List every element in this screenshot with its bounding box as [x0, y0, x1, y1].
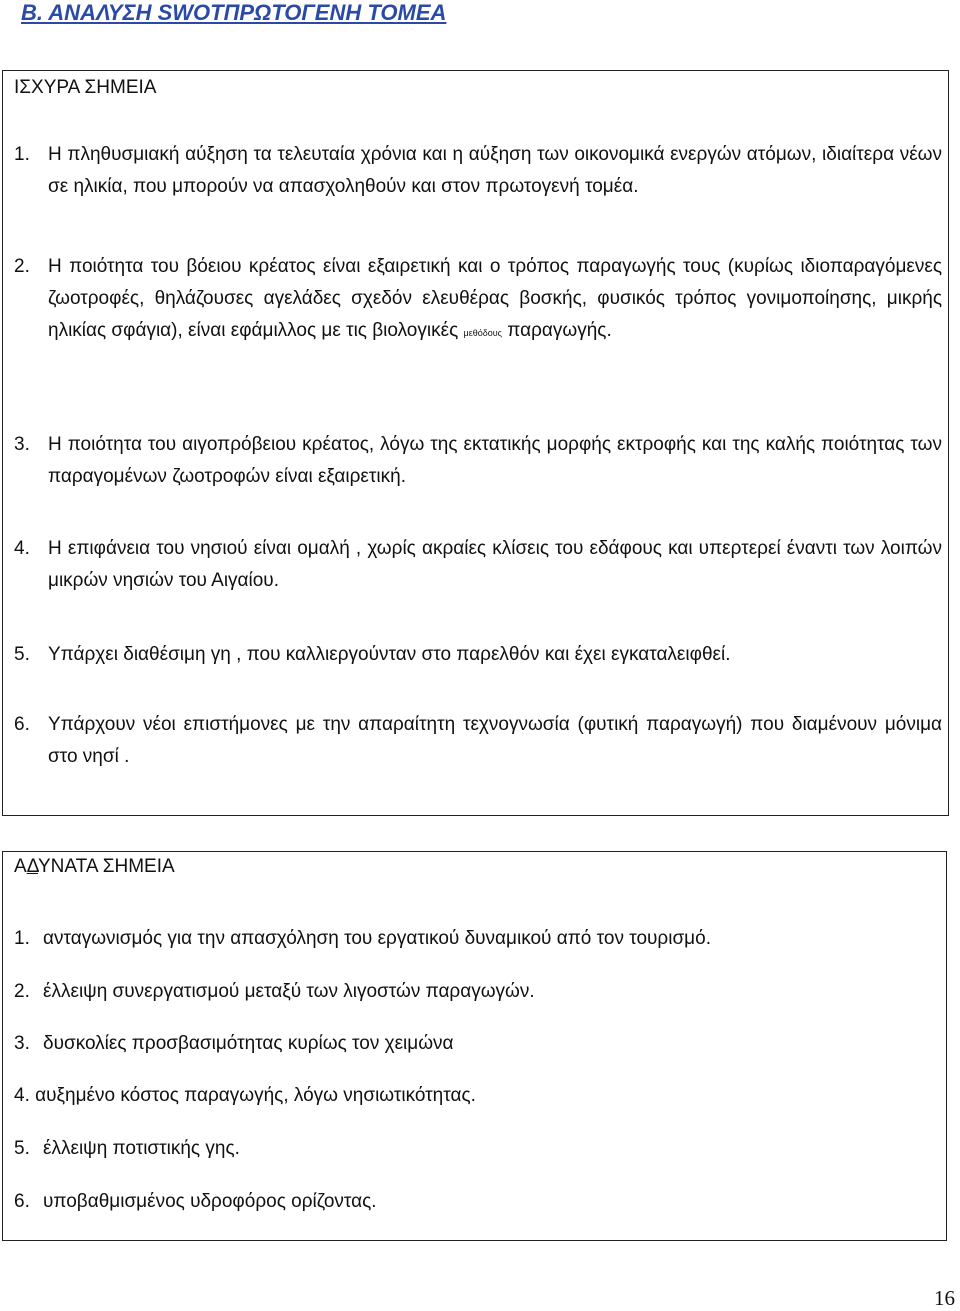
weakness-item-3: [14, 1031, 454, 1057]
strength-item-1: [14, 139, 942, 203]
item-text: Η ποιότητα του βόειου κρέατος είναι εξαιρετική και ο τρόπος παραγωγής τους (κυρίως ιδιοπαραγόμενες ζωοτροφές, θηλάζουσες αγελάδες σχεδόν ελευθέρας βοσκής, φυσικός τρόπος γονιμοποίησης, μικρής ηλικίας σφάγια), είναι εφάμιλλος με τις βιολογικές: [48, 256, 942, 341]
page-number: 16: [934, 1286, 955, 1310]
item-number: 1.: [14, 928, 30, 949]
item-text-end: παραγωγής.: [507, 320, 612, 341]
strength-item-3: [14, 429, 942, 493]
heading-part: ΥΝΑΤΑ ΣΗΜΕΙΑ: [37, 856, 175, 877]
item-text: έλλειψη συνεργατισμού μεταξύ των λιγοστών παραγωγών.: [43, 981, 535, 1002]
strengths-heading: ΙΣΧΥΡΑ ΣΗΜΕΙΑ: [14, 77, 157, 98]
item-text: Η επιφάνεια του νησιού είναι ομαλή , χωρίς ακραίες κλίσεις του εδάφους και υπερτερεί έναντι των λοιπών μικρών νησιών του Αιγαίου.: [48, 538, 942, 591]
heading-part: Α: [14, 856, 27, 877]
weakness-item-2: [14, 979, 535, 1005]
weakness-item-6: [14, 1189, 377, 1215]
weakness-item-4: [14, 1083, 476, 1109]
weaknesses-heading: [14, 854, 175, 880]
item-number: 4.: [14, 538, 30, 559]
item-number: 5.: [14, 1138, 30, 1159]
page-title: Β. ΑΝΑΛΥΣΗ SWOTΠΡΩΤΟΓΕΝΗ ΤΟΜΕΑ: [21, 0, 447, 25]
item-number: 5.: [14, 644, 30, 665]
item-number: 6.: [14, 1191, 30, 1212]
item-text: έλλειψη ποτιστικής γης.: [43, 1138, 240, 1159]
item-number: 1.: [14, 144, 30, 165]
heading-part-underlined: Δ: [26, 856, 38, 877]
item-text: Η ποιότητα του αιγοπρόβειου κρέατος, λόγω της εκτατικής μορφής εκτροφής και της καλής ποιότητας των παραγομένων ζωοτροφών είναι εξαιρετική.: [48, 434, 942, 487]
item-text-block: [48, 251, 942, 349]
item-number: 2.: [14, 256, 30, 277]
item-text: Υπάρχει διαθέσιμη γη , που καλλιεργούνταν στο παρελθόν και έχει εγκαταλειφθεί.: [48, 644, 731, 665]
item-number: 6.: [14, 714, 30, 735]
item-number: 3.: [14, 434, 30, 455]
item-text: ανταγωνισμός για την απασχόληση του εργατικού δυναμικού από τον τουρισμό.: [43, 928, 711, 949]
strength-item-5: [14, 639, 942, 671]
weaknesses-box: [2, 851, 947, 1241]
item-text: υποβαθμισμένος υδροφόρος ορίζοντας.: [43, 1191, 377, 1212]
item-number: 3.: [14, 1033, 30, 1054]
item-text: αυξημένο κόστος παραγωγής, λόγω νησιωτικότητας.: [35, 1085, 476, 1106]
weakness-item-5: [14, 1136, 240, 1162]
strength-item-6: [14, 709, 942, 773]
item-text: Η πληθυσμιακή αύξηση τα τελευταία χρόνια και η αύξηση των οικονομικά ενεργών ατόμων, ιδιαίτερα νέων σε ηλικία, που μπορούν να απασχοληθούν και στον πρωτογενή τομέα.: [48, 144, 942, 197]
item-text-small: μεθόδους: [463, 328, 502, 338]
item-text: Υπάρχουν νέοι επιστήμονες με την απαραίτητη τεχνογνωσία (φυτική παραγωγή) που διαμένουν μόνιμα στο νησί .: [48, 714, 942, 767]
item-number: 4.: [14, 1085, 30, 1106]
strength-item-4: [14, 533, 942, 597]
weakness-item-1: [14, 926, 711, 952]
item-text: δυσκολίες προσβασιμότητας κυρίως τον χειμώνα: [43, 1033, 454, 1054]
strength-item-2: [14, 251, 942, 349]
item-number: 2.: [14, 981, 30, 1002]
strengths-box: [2, 70, 949, 816]
